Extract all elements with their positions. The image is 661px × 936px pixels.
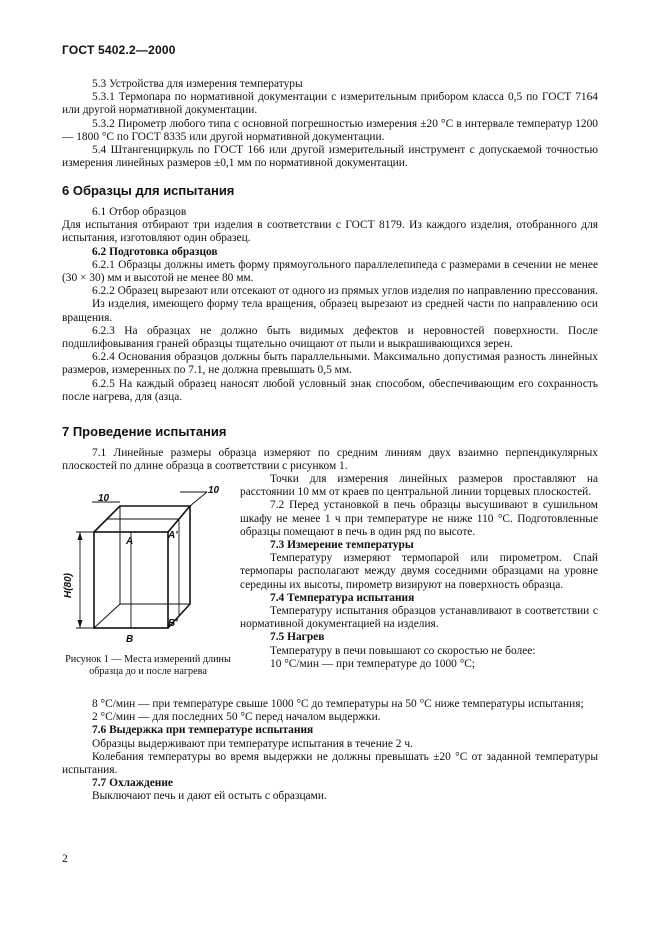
- paragraph: Колебания температуры во время выдержки не должны превышать ±20 °С от заданной температуры испытания.: [62, 750, 598, 777]
- subsection-heading: 7.7 Охлаждение: [92, 777, 173, 790]
- paragraph: 6.2.1 Образцы должны иметь форму прямоугольного параллелепипеда с размерами в сечении не менее (30 × 30) мм и высотой не менее 80 мм.: [62, 258, 598, 285]
- paragraph: 5.3.2 Пирометр любого типа с основной погрешностью измерения ±20 °С в интервале температур 1200 — 1800 °С по ГОСТ 8335 или другой нормативной документации.: [62, 117, 598, 143]
- specimen-figure: [62, 480, 234, 658]
- hidden-edge: [94, 604, 120, 628]
- paragraph: Температуру испытания образцов устанавливают в соответствии с нормативной документацией на изделия.: [240, 605, 598, 631]
- paragraph: Образцы выдерживают при температуре испытания в течение 2 ч.: [92, 737, 413, 750]
- paragraph: 2 °С/мин — для последних 50 °С перед началом выдержки.: [92, 711, 381, 724]
- section-6: [62, 206, 598, 404]
- section-7-continued: [62, 698, 598, 804]
- figure-caption: Рисунок 1 — Места измерений длины образца до и после нагрева: [65, 654, 231, 677]
- paragraph: 6.2.4 Основания образцов должны быть параллельными. Максимально допустимая разность линейных размеров, измеренных по 7.1, не должна превышать 0,5 мм.: [62, 351, 598, 377]
- paragraph: 6.2.5 На каждый образец наносят любой условный знак способом, обеспечивающим его сохранность после нагрева, для (азца.: [62, 377, 598, 403]
- paragraph: Выключают печь и дают ей остыть с образцами.: [92, 790, 327, 803]
- paragraph: 6.2.2 Образец вырезают или отсекают от одного из прямых углов изделия по направлению прессования.: [92, 285, 598, 298]
- section-6-title: 6 Образцы для испытания: [62, 183, 235, 198]
- label-a: A: [126, 536, 134, 547]
- subsection-heading: 7.3 Измерение температуры: [270, 539, 414, 552]
- label-height: H(80): [63, 572, 74, 598]
- paragraph: 8 °С/мин — при температуре свыше 1000 °С до температуры на 50 °С ниже температуры испытания;: [92, 698, 584, 710]
- paragraph: Точки для измерения линейных размеров проставляют на расстоянии 10 мм от краев по центральной линии торцевых плоскостей.: [240, 473, 598, 499]
- subsection-heading: 7.6 Выдержка при температуре испытания: [92, 724, 314, 737]
- label-10-top: 10: [98, 493, 110, 504]
- paragraph: Температуру в печи повышают со скоростью не более:: [270, 644, 536, 657]
- hidden-edges: [120, 506, 190, 604]
- paragraph: 5.3.1 Термопара по нормативной документации с измерительным прибором класса 0,5 по ГОСТ 7164 или другой нормативной документации.: [62, 91, 598, 117]
- label-b-prime: B': [168, 618, 178, 629]
- paragraph: 6.2.3 На образцах не должно быть видимых дефектов и неровностей поверхности. После подшлифовывания граней образцы тщательно очищают от пыли и выкрашивающихся зерен.: [62, 324, 598, 351]
- document-header: ГОСТ 5402.2—2000: [62, 43, 176, 57]
- label-b: B: [126, 634, 134, 645]
- section-7-title: 7 Проведение испытания: [62, 424, 227, 439]
- section-5-3: [62, 78, 598, 170]
- subsection-heading: 7.4 Температура испытания: [270, 591, 415, 604]
- paragraph: Для испытания отбирают три изделия в соответствии с ГОСТ 8179. Из каждого изделия, отобранного для испытания, изготовляют один образец.: [62, 219, 598, 245]
- subsection-heading: 6.2 Подготовка образцов: [92, 245, 218, 258]
- paragraph: 5.4 Штангенциркуль по ГОСТ 166 или другой измерительный инструмент с допускаемой точностью измерения линейных размеров ±0,1 мм по нормативной документации.: [62, 144, 598, 170]
- paragraph: 6.1 Отбор образцов: [92, 206, 187, 218]
- paragraph: 10 °С/мин — при температуре до 1000 °С;: [270, 657, 476, 670]
- paragraph: Из изделия, имеющего форму тела вращения, образец вырезают из средней части по направлению оси вращения.: [62, 298, 598, 324]
- section-7-right-column: [240, 473, 598, 671]
- label-10-side: 10: [208, 485, 220, 496]
- paragraph: 7.1 Линейные размеры образца измеряют по средним линиям двух взаимно перпендикулярных плоскостей по длине образца в соответствии с рисунком 1.: [62, 447, 598, 473]
- section-7-intro: [62, 447, 598, 473]
- paragraph: Температуру измеряют термопарой или пирометром. Спай термопары располагают между двумя соседними образцами на уровне середины их высоты, пирометр визируют на поверхность образца.: [240, 552, 598, 591]
- subsection-heading: 7.5 Нагрев: [270, 631, 325, 644]
- paragraph: 5.3 Устройства для измерения температуры: [92, 78, 303, 90]
- paragraph: 7.2 Перед установкой в печь образцы высушивают в сушильном шкафу не менее 1 ч при температуре не ниже 110 °С. Подготовленные образцы помещают в печь в один ряд по высоте.: [240, 499, 598, 538]
- page-number: 2: [62, 853, 68, 865]
- label-a-prime: A': [168, 530, 178, 541]
